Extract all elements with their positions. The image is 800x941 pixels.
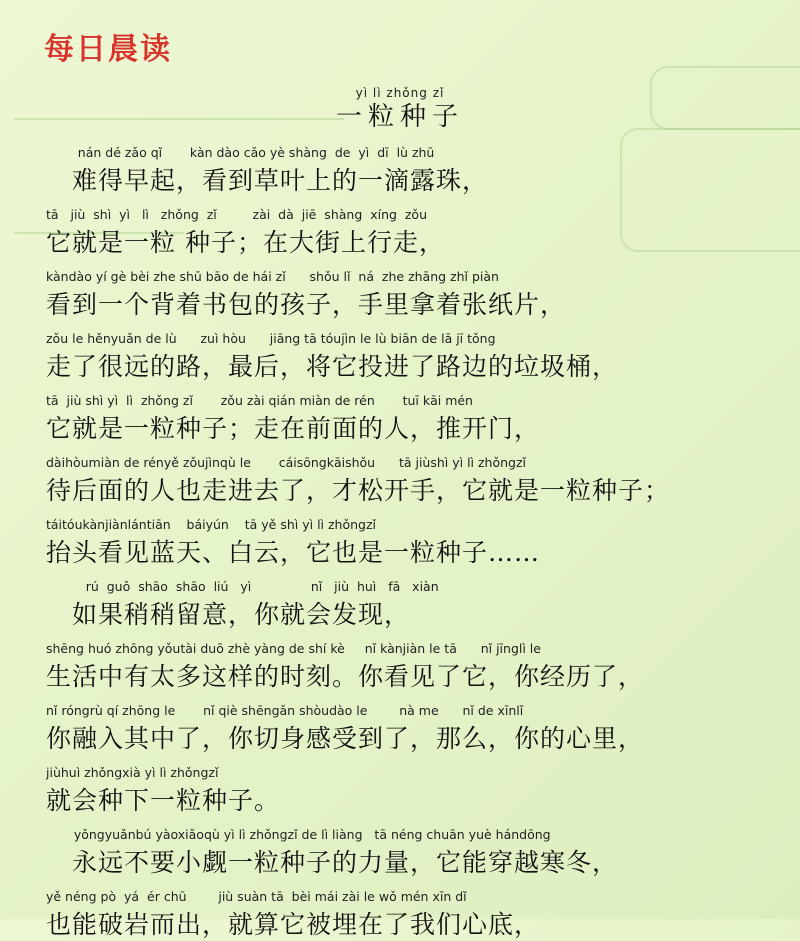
- line-pinyin: rú guǒ shāo shāo liú yì nǐ jiù huì fā xiàn: [46, 579, 439, 594]
- poem-title: 一粒种子: [335, 102, 464, 132]
- line-text: 永远不要小觑一粒种子的力量，它能穿越寒冬，: [46, 848, 619, 877]
- line-text: 也能破岩而出，就算它被埋在了我们心底，: [46, 910, 541, 939]
- line-text: 它就是一粒 种子；在大街上行走，: [46, 228, 445, 257]
- line-pinyin: yǒngyuǎnbú yàoxiǎoqù yì lì zhǒngzǐ de lì liàng tā néng chuān yuè hándōng: [46, 827, 551, 842]
- line-text: 抬头看见蓝天、白云，它也是一粒种子……: [46, 538, 541, 567]
- line-text: 走了很远的路，最后，将它投进了路边的垃圾桶，: [46, 352, 619, 381]
- line-pinyin: jiùhuì zhǒngxià yì lì zhǒngzǐ: [46, 765, 219, 780]
- line-text: 它就是一粒种子；走在前面的人，推开门，: [46, 414, 541, 443]
- line-pinyin: dàihòumiàn de rényě zǒujìnqù le cáisōngkāishǒu tā jiùshì yì lì zhǒngzǐ: [46, 455, 527, 470]
- line-pinyin: nǐ róngrù qí zhōng le nǐ qiè shēngǎn shòudào le nà me nǐ de xīnlǐ: [46, 703, 524, 718]
- line-pinyin: tā jiù shì yì lì zhǒng zǐ zǒu zài qián miàn de rén tuī kāi mén: [46, 393, 473, 408]
- line-pinyin: shēng huó zhōng yǒutài duō zhè yàng de shí kè nǐ kànjiàn le tā nǐ jīnglì le: [46, 641, 541, 656]
- line-pinyin: nán dé zǎo qǐ kàn dào cǎo yè shàng de yì dī lù zhū: [46, 145, 435, 160]
- poem-title-pinyin: yì lì zhǒng zǐ: [355, 86, 445, 100]
- line-text: 如果稍稍留意，你就会发现，: [46, 600, 411, 629]
- line-text: 生活中有太多这样的时刻。你看见了它，你经历了，: [46, 662, 645, 691]
- line-text: 你融入其中了，你切身感受到了，那么，你的心里，: [46, 724, 645, 753]
- line-pinyin: zǒu le hěnyuǎn de lù zuì hòu jiāng tā tóujìn le lù biān de lā jī tǒng: [46, 331, 496, 346]
- line-text: 待后面的人也走进去了，才松开手，它就是一粒种子；: [46, 476, 671, 505]
- line-pinyin: kàndào yí gè bèi zhe shū bāo de hái zǐ shǒu lǐ ná zhe zhāng zhǐ piàn: [46, 269, 499, 284]
- line-text: 就会种下一粒种子。: [46, 786, 281, 815]
- line-text: 难得早起，看到草叶上的一滴露珠，: [46, 166, 489, 195]
- line-text: 看到一个背着书包的孩子，手里拿着张纸片，: [46, 290, 567, 319]
- section-header: 每日晨读: [44, 32, 172, 67]
- line-pinyin: tā jiù shì yì lì zhǒng zǐ zài dà jiē shàng xíng zǒu: [46, 207, 428, 222]
- line-pinyin: táitóukànjiànlántiān báiyún tā yě shì yì lì zhǒngzǐ: [46, 517, 377, 532]
- line-pinyin: yě néng pò yá ér chū jiù suàn tā bèi mái zài le wǒ mén xīn dǐ: [46, 889, 467, 904]
